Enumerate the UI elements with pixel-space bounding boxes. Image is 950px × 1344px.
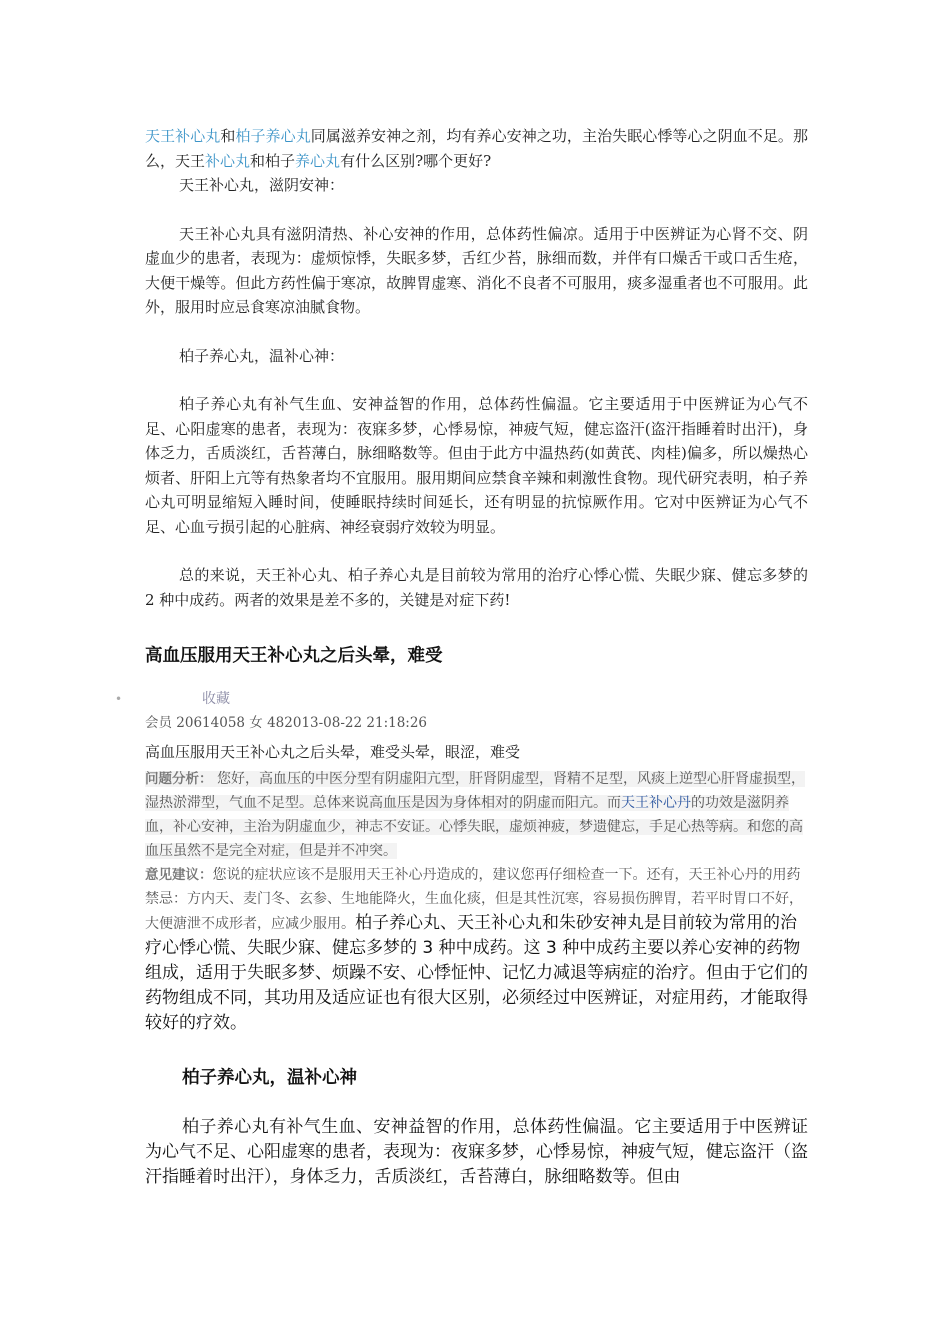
paragraph-baizi: 柏子养心丸有补气生血、安神益智的作用，总体药性偏温。它主要适用于中医辨证为心气不足、心阳虚寒的患者，表现为：夜寐多梦，心悸易惊，神疲气短，健忘盗汗(盗汗指睡着时出汗)，身体乏力，舌质淡红，舌苔薄白，脉细略数等。但由于此方中温热药(如黄芪、肉桂)偏多，所以燥热心烦者、肝阳上亢等有热象者均不宜服用。服用期间应禁食辛辣和刺激性食物。现代研究表明，柏子养心丸可明显缩短入睡时间，使睡眠持续时间延长，还有明显的抗惊厥作用。它对中医辨证为心气不足、心血亏损引起的心脏病、神经衰弱疗效较为明显。 (145, 395, 808, 536)
link-baizi-yangxinwan[interactable]: 柏子养心丸 (235, 127, 311, 145)
favorite-link[interactable]: 收藏 (202, 691, 230, 707)
article-body (115, 124, 808, 1190)
paragraph-summary: 总的来说，天王补心丸、柏子养心丸是目前较为常用的治疗心悸心慌、失眠少寐、健忘多梦的 2 种中成药。两者的效果是差不多的，关键是对症下药! (145, 566, 808, 609)
bullet-icon: • (115, 692, 123, 706)
link-tianwang-buxindan[interactable]: 天王补心丹 (621, 795, 691, 811)
question-text: 高血压服用天王补心丸之后头晕，难受头晕，眼涩，难受 (145, 743, 521, 761)
subheading-baizi-2: 柏子养心丸，温补心神 (182, 1068, 357, 1088)
member-meta: 会员 20614058 女 482013-08-22 21:18:26 (145, 715, 428, 731)
subheading-baizi: 柏子养心丸，温补心神： (179, 346, 345, 365)
analysis-label: 问题分析： (145, 771, 213, 787)
favorite-row (115, 688, 808, 710)
paragraph-baizi-2: 柏子养心丸有补气生血、安神益智的作用，总体药性偏温。它主要适用于中医辨证为心气不足、心阳虚寒的患者，表现为：夜寐多梦，心悸易惊，神疲气短，健忘盗汗（盗汗指睡着时出汗），身体乏力，舌质淡红，舌苔薄白，脉细略数等。但由 (145, 1117, 808, 1187)
link-buxinwan[interactable]: 补心丸 (205, 151, 251, 170)
subheading-tianwang: 天王补心丸，滋阴安神： (179, 176, 345, 194)
analysis-block: 问题分析： 您好，高血压的中医分型有阴虚阳亢型，肝肾阴虚型，肾精不足型，风痰上逆型心肝肾虚损型，湿热淤滞型，气血不足型。总体来说高血压是因为身体相对的阴虚而阳亢。而天王补心丹的功效是滋阴养血，补心安神，主治为阴虚血少，神志不安证。心悸失眠，虚烦神疲，梦遗健忘，手足心热等病。和您的高血压虽然不是完全对症，但是并不冲突。 (145, 771, 805, 859)
intro-paragraph: 天王补心丸和柏子养心丸同属滋养安神之剂，均有养心安神之功，主治失眠心悸等心之阴血不足。那么，天王补心丸和柏子养心丸有什么区别?哪个更好? (145, 127, 808, 170)
advice-block: 意见建议：您说的症状应该不是服用天王补心丹造成的，建议您再仔细检查一下。还有，天王补心丹的用药禁忌：方内天、麦门冬、玄参、生地能降火，生血化痰，但是其性沉寒，容易损伤脾胃，若平时胃口不好，大便溏泄不成形者，应减少服用。柏子养心丸、天王补心丸和朱砂安神丸是目前较为常用的治疗心悸心慌、失眠少寐、健忘多梦的 3 种中成药。这 3 种中成药主要以养心安神的药物组成，适用于失眠多梦、烦躁不安、心悸怔忡、记忆力减退等病症的治疗。但由于它们的药物组成不同，其功用及适应证也有很大区别，必须经过中医辨证，对症用药，才能取得较好的疗效。 (145, 867, 808, 1033)
link-tianwang-buxinwan[interactable]: 天王补心丸 (145, 127, 221, 145)
advice-label: 意见建议： (145, 867, 213, 883)
link-yangxinwan[interactable]: 养心丸 (295, 151, 341, 170)
section-title: 高血压服用天王补心丸之后头晕，难受 (145, 646, 443, 666)
paragraph-tianwang: 天王补心丸具有滋阴清热、补心安神的作用，总体药性偏凉。适用于中医辨证为心肾不交、阴虚血少的患者，表现为：虚烦惊悸，失眠多梦，舌红少苔，脉细而数，并伴有口燥舌干或口舌生疮，大便干燥等。但此方药性偏于寒凉，故脾胃虚寒、消化不良者不可服用，痰多湿重者也不可服用。此外，服用时应忌食寒凉油腻食物。 (145, 224, 808, 316)
tail-text: 柏子养心丸、天王补心丸和朱砂安神丸是目前较为常用的治疗心悸心慌、失眠少寐、健忘多梦的 3 种中成药。这 3 种中成药主要以养心安神的药物组成，适用于失眠多梦、烦躁不安、心悸怔忡、记忆力减退等病症的治疗。但由于它们的药物组成不同，其功用及适应证也有很大区别，必须经过中医辨证，对症用药，才能取得较好的疗效。 (145, 913, 808, 1033)
